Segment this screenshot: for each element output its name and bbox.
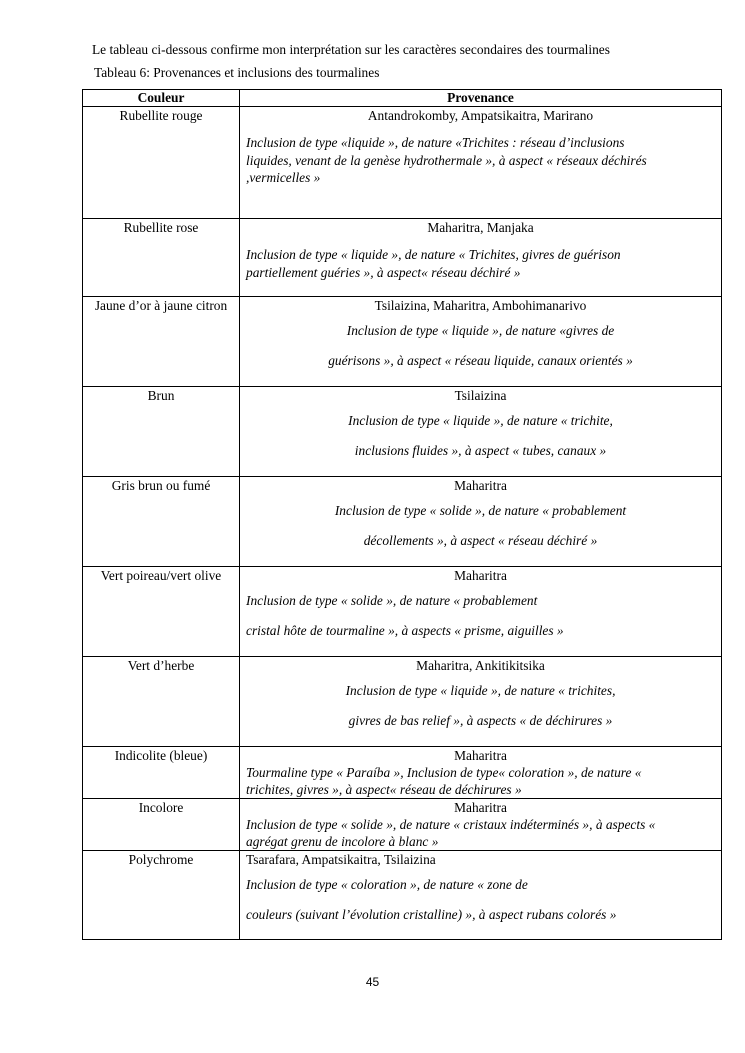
- table-row: [83, 747, 722, 799]
- row-provenance: [240, 387, 722, 477]
- row-provenance: [240, 107, 722, 219]
- inclusion-description: [246, 816, 715, 850]
- inclusion-line: Inclusion de type « liquide », de nature «givres de: [346, 323, 615, 338]
- inclusion-line: Inclusion de type « liquide », de nature « trichite,: [348, 413, 613, 428]
- row-provenance: [240, 799, 722, 851]
- inclusion-line: Tourmaline type « Paraíba », Inclusion de type« coloration », de nature «: [246, 765, 642, 780]
- row-couleur: Rubellite rose: [83, 219, 240, 297]
- inclusion-description: [246, 870, 715, 930]
- provenance-places: Antandrokomby, Ampatsikaitra, Marirano: [367, 108, 594, 123]
- inclusion-line: liquides, venant de la genèse hydrothermale », à aspect « réseaux déchirés: [246, 152, 647, 168]
- provenance-places: Maharitra: [454, 748, 507, 763]
- row-provenance: [240, 851, 722, 940]
- row-couleur: Jaune d’or à jaune citron: [83, 297, 240, 387]
- table-row: [83, 219, 722, 297]
- row-provenance: [240, 477, 722, 567]
- inclusion-description: [246, 316, 715, 376]
- inclusion-line: agrégat grenu de incolore à blanc »: [246, 834, 439, 849]
- row-provenance: [240, 747, 722, 799]
- inclusion-description: [246, 134, 715, 187]
- table-header-row: [83, 90, 722, 107]
- inclusion-line: Inclusion de type « solide », de nature « probablement: [334, 503, 627, 518]
- provenance-places: Tsilaizina: [454, 388, 507, 403]
- provenance-places: Maharitra, Manjaka: [427, 220, 534, 235]
- row-couleur: Indicolite (bleue): [83, 747, 240, 799]
- inclusion-line: Inclusion de type « coloration », de nature « zone de: [246, 877, 528, 892]
- inclusion-line: Inclusion de type « liquide », de nature « trichites,: [345, 683, 616, 698]
- inclusion-line: ,vermicelles »: [246, 170, 321, 185]
- inclusion-description: [246, 586, 715, 646]
- provenance-places: Maharitra: [454, 478, 507, 493]
- page-number: 45: [365, 975, 380, 989]
- provenance-places: Maharitra: [454, 800, 507, 815]
- row-couleur: Rubellite rouge: [83, 107, 240, 219]
- provenance-places: Tsilaizina, Maharitra, Ambohimanarivo: [374, 298, 587, 313]
- row-couleur: Polychrome: [83, 851, 240, 940]
- table-row: [83, 107, 722, 219]
- provenance-places: Tsarafara, Ampatsikaitra, Tsilaizina: [246, 852, 436, 867]
- inclusion-line: cristal hôte de tourmaline », à aspects « prisme, aiguilles »: [246, 623, 564, 638]
- inclusion-line: Inclusion de type « liquide », de nature « Trichites, givres de guérison: [246, 247, 621, 262]
- row-couleur: Incolore: [83, 799, 240, 851]
- table-row: [83, 851, 722, 940]
- row-provenance: [240, 567, 722, 657]
- header-couleur: Couleur: [83, 90, 240, 107]
- inclusion-description: [246, 676, 715, 736]
- inclusion-line: guérisons », à aspect « réseau liquide, canaux orientés »: [328, 353, 633, 368]
- provenance-places: Maharitra: [454, 568, 507, 583]
- row-couleur: Brun: [83, 387, 240, 477]
- inclusion-line: Inclusion de type «liquide », de nature «Trichites : réseau d’inclusions: [246, 135, 625, 150]
- inclusion-line: inclusions fluides », à aspect « tubes, canaux »: [354, 443, 607, 458]
- table-row: [83, 297, 722, 387]
- inclusion-line: Inclusion de type « solide », de nature « probablement: [246, 593, 538, 608]
- table-row: [83, 567, 722, 657]
- inclusion-line: givres de bas relief », à aspects « de déchirures »: [348, 713, 613, 728]
- row-couleur: Vert poireau/vert olive: [83, 567, 240, 657]
- inclusion-line: décollements », à aspect « réseau déchiré »: [363, 533, 598, 548]
- header-provenance: Provenance: [240, 90, 722, 107]
- inclusion-line: trichites, givres », à aspect« réseau de déchirures »: [246, 782, 522, 797]
- table-caption: Tableau 6: Provenances et inclusions des tourmalines: [94, 65, 380, 80]
- row-provenance: [240, 297, 722, 387]
- table-row: [83, 657, 722, 747]
- provenance-places: Maharitra, Ankitikitsika: [416, 658, 545, 673]
- row-couleur: Vert d’herbe: [83, 657, 240, 747]
- row-provenance: [240, 219, 722, 297]
- table-row: [83, 477, 722, 567]
- inclusion-line: partiellement guéries », à aspect« réseau déchiré »: [246, 264, 521, 280]
- row-provenance: [240, 657, 722, 747]
- inclusion-description: [246, 406, 715, 466]
- inclusion-description: [246, 246, 715, 281]
- tourmaline-table: [82, 89, 722, 940]
- inclusion-line: couleurs (suivant l’évolution cristalline) », à aspect rubans colorés »: [246, 907, 617, 922]
- table-row: [83, 799, 722, 851]
- table-row: [83, 387, 722, 477]
- inclusion-description: [246, 496, 715, 556]
- inclusion-description: [246, 764, 715, 798]
- inclusion-line: Inclusion de type « solide », de nature « cristaux indéterminés », à aspects «: [246, 817, 656, 832]
- row-couleur: Gris brun ou fumé: [83, 477, 240, 567]
- intro-text: Le tableau ci-dessous confirme mon interprétation sur les caractères secondaires des tourmalines: [92, 42, 610, 57]
